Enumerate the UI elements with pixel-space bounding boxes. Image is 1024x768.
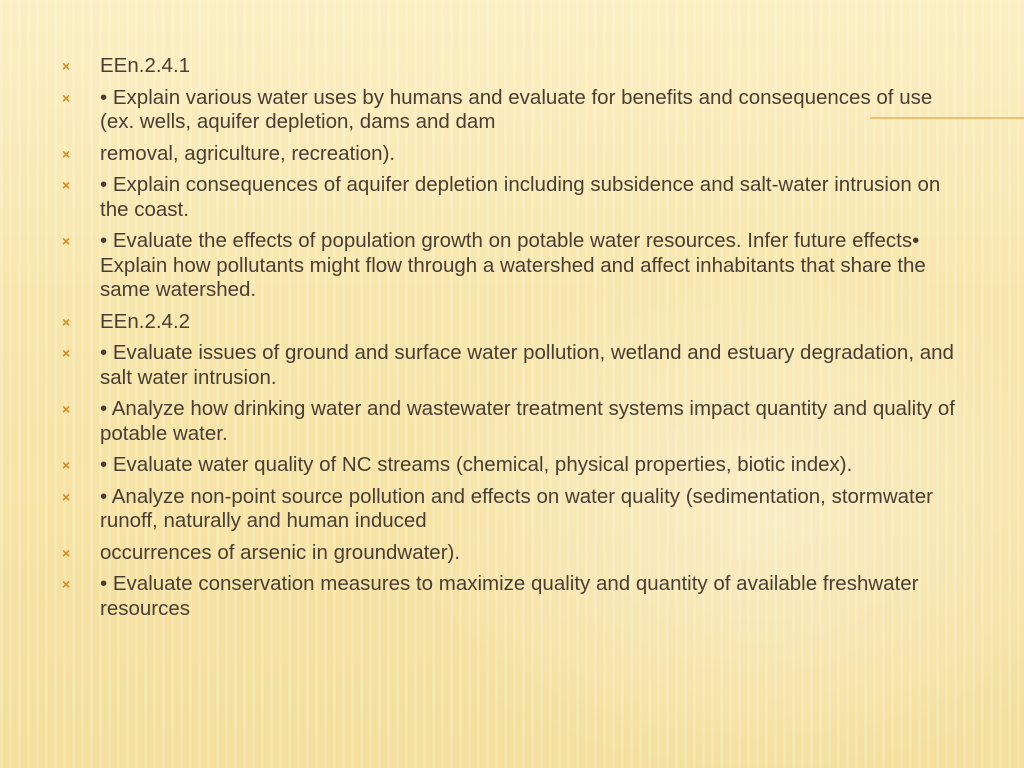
list-item: [62, 54, 962, 79]
item-text: • Evaluate issues of ground and surface water pollution, wetland and estuary degradation, and salt water intrusion.: [100, 341, 954, 389]
bullet-x-icon: ×: [62, 544, 71, 561]
item-text: • Evaluate water quality of NC streams (chemical, physical properties, biotic index).: [100, 453, 853, 476]
bullet-x-icon: ×: [62, 145, 71, 162]
item-text: EEn.2.4.2: [100, 309, 191, 333]
bullet-x-icon: ×: [62, 401, 71, 417]
item-text: occurrences of arsenic in groundwater).: [100, 540, 461, 564]
bullet-x-icon: ×: [62, 576, 71, 592]
list-item: [62, 173, 962, 222]
bullet-x-icon: ×: [62, 89, 71, 106]
list-item: [62, 541, 962, 566]
bullet-x-icon: ×: [62, 313, 71, 330]
bullet-x-icon: ×: [62, 457, 71, 473]
item-text: • Evaluate the effects of population growth on potable water resources. Infer future effects• Explain how pollutants might flow through a watershed and affect inhabitants that share the same watershed.: [100, 229, 926, 301]
item-text: removal, agriculture, recreation).: [100, 141, 396, 165]
list-item: [62, 341, 962, 390]
list-item: [62, 142, 962, 167]
list-item: [62, 229, 962, 303]
bullet-x-icon: ×: [62, 177, 71, 193]
bullet-x-icon: ×: [62, 233, 71, 249]
item-text: • Explain various water uses by humans and evaluate for benefits and consequences of use (ex. wells, aquifer depletion, dams and dam: [100, 85, 933, 133]
list-item: [62, 572, 962, 621]
list-item: [62, 485, 962, 534]
list-item: [62, 310, 962, 335]
list-item: [62, 86, 962, 135]
bullet-x-icon: ×: [62, 488, 71, 505]
bullet-x-icon: ×: [62, 345, 71, 361]
bullet-list: [62, 54, 962, 628]
item-text: • Evaluate conservation measures to maximize quality and quantity of available freshwater resources: [100, 572, 919, 620]
bullet-x-icon: ×: [62, 58, 71, 74]
item-text: EEn.2.4.1: [100, 54, 191, 77]
list-item: [62, 453, 962, 478]
item-text: • Analyze non-point source pollution and effects on water quality (sedimentation, stormwater runoff, naturally and human induced: [100, 484, 933, 532]
list-item: [62, 397, 962, 446]
item-text: • Analyze how drinking water and wastewater treatment systems impact quantity and quality of potable water.: [100, 397, 955, 445]
item-text: • Explain consequences of aquifer depletion including subsidence and salt-water intrusion on the coast.: [100, 173, 941, 221]
